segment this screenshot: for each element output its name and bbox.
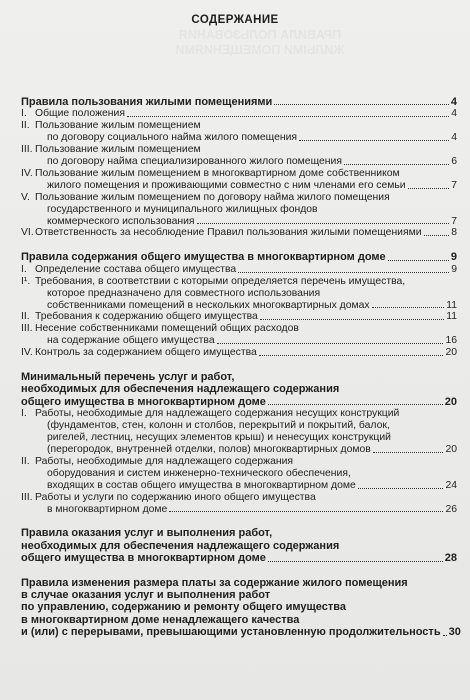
section-title-line xyxy=(21,577,457,589)
section-page-number: 9 xyxy=(450,251,457,264)
leader-dots xyxy=(197,222,450,224)
section-title-text: Минимальный перечень услуг и работ, xyxy=(21,371,235,384)
entry-body xyxy=(35,108,457,120)
entry-line xyxy=(35,456,457,468)
page-title: СОДЕРЖАНИЕ xyxy=(191,14,279,26)
entry-line xyxy=(35,227,457,239)
entry-text: которое предназначено для совместного использования xyxy=(47,287,321,299)
leader-dots xyxy=(127,115,449,117)
entry-body xyxy=(35,347,457,359)
toc-entry[interactable] xyxy=(21,120,457,144)
toc-entry[interactable] xyxy=(21,347,457,359)
section-title-line xyxy=(21,96,457,108)
entry-number: I. xyxy=(21,263,27,275)
toc-entry[interactable] xyxy=(21,408,457,456)
entry-text: Несение собственниками помещений общих расходов xyxy=(35,323,299,335)
entry-page-number: 20 xyxy=(445,443,457,455)
section-page-number: 4 xyxy=(450,96,457,108)
leader-dots xyxy=(169,510,443,512)
entry-line xyxy=(35,347,457,359)
entry-text: Пользование жилым помещением в многоквартирном доме собственником xyxy=(35,167,400,179)
leader-dots xyxy=(372,306,445,308)
toc-entry[interactable] xyxy=(21,144,457,168)
entry-text: коммерческого использования xyxy=(47,215,195,227)
entry-head xyxy=(21,323,457,347)
entry-page-number: 16 xyxy=(445,335,457,347)
watermark-line xyxy=(120,28,400,43)
leader-dots xyxy=(388,259,449,261)
toc-entry[interactable] xyxy=(21,276,457,312)
entry-line xyxy=(35,288,457,300)
entry-text: государственного и муниципального жилищных фондов xyxy=(47,203,318,215)
leader-dots xyxy=(373,451,444,453)
entry-page-number: 11 xyxy=(446,299,457,311)
entry-text: Общие положения xyxy=(35,108,125,120)
section-title[interactable] xyxy=(21,576,461,639)
leader-dots xyxy=(358,487,444,489)
toc-section xyxy=(21,371,457,515)
entry-page-number: 26 xyxy=(445,503,457,515)
entry-line xyxy=(35,168,457,180)
toc-section xyxy=(21,96,457,239)
entry-head xyxy=(21,227,457,239)
entry-page-number: 20 xyxy=(445,347,457,359)
entry-text: Работы и услуги по содержанию иного общего имущества xyxy=(35,491,316,503)
leader-dots xyxy=(217,342,444,344)
entry-head xyxy=(21,168,457,192)
entry-text: Работы, необходимые для надлежащего содержания xyxy=(35,455,294,467)
section-title-text: Правила содержания общего имущества в многоквартирном доме xyxy=(21,251,386,264)
entry-text: Определение состава общего имущества xyxy=(35,263,237,275)
entry-line xyxy=(35,144,457,156)
entry-text: жилого помещения и проживающими совместно с ним членами его семьи xyxy=(47,179,406,191)
entry-text: Пользование жилым помещением xyxy=(35,120,201,132)
entry-text: по договору социального найма жилого помещения xyxy=(47,132,298,144)
leader-dots xyxy=(268,403,443,405)
toc-entry[interactable] xyxy=(21,311,457,323)
section-title-text: Правила оказания услуг и выполнения работ, xyxy=(21,527,273,540)
section-title-line xyxy=(21,552,457,564)
entry-line xyxy=(35,180,457,192)
toc-entry[interactable] xyxy=(21,227,457,239)
entry-page-number: 7 xyxy=(451,179,457,191)
entry-head xyxy=(21,192,457,228)
section-title-line xyxy=(21,383,457,395)
entry-text: оборудования и систем инженерно-технического обеспечения, xyxy=(47,467,351,479)
entry-page-number: 4 xyxy=(451,132,457,144)
entry-line xyxy=(35,216,457,228)
entry-number: V. xyxy=(21,191,30,203)
entry-body xyxy=(35,192,457,228)
leader-dots xyxy=(260,318,444,320)
leader-dots xyxy=(268,560,443,562)
entry-line xyxy=(35,468,457,480)
entry-body xyxy=(35,168,457,192)
toc-section xyxy=(21,251,457,359)
leader-dots xyxy=(408,187,450,189)
toc-entry[interactable] xyxy=(21,323,457,347)
entry-page-number: 6 xyxy=(451,156,457,168)
entry-head xyxy=(21,108,457,120)
entry-body xyxy=(35,492,457,516)
entry-number: III. xyxy=(21,491,33,503)
entry-body xyxy=(35,408,457,456)
entry-line xyxy=(35,300,457,312)
toc-section xyxy=(21,576,461,639)
entry-line xyxy=(35,120,457,132)
toc-entry[interactable] xyxy=(21,492,457,516)
entry-text: Работы, необходимые для надлежащего содержания несущих конструкций xyxy=(35,408,400,420)
entry-head xyxy=(21,144,457,168)
entry-page-number: 24 xyxy=(445,479,457,491)
entry-number: II. xyxy=(21,120,30,132)
section-title-text: Правила изменения размера платы за содержание жилого помещения xyxy=(21,576,408,589)
entry-text: Требования, в соответствии с которыми определяется перечень имущества, xyxy=(35,275,406,287)
section-title-text: по управлению, содержанию и ремонту общего имущества xyxy=(21,601,346,614)
entry-body xyxy=(35,120,457,144)
entry-number: I¹. xyxy=(21,275,31,287)
entry-page-number: 7 xyxy=(451,215,457,227)
entry-head xyxy=(21,492,457,516)
entry-text: (фундаментов, стен, колонн и столбов, перекрытий и покрытий, балок, xyxy=(47,420,390,432)
entry-line xyxy=(35,408,457,420)
entry-head xyxy=(21,408,457,456)
section-title-line xyxy=(21,396,457,408)
entry-body xyxy=(35,227,457,239)
entry-number: II. xyxy=(21,311,30,323)
entry-body xyxy=(35,311,457,323)
entry-page-number: 4 xyxy=(451,108,457,120)
entry-text: Требования к содержанию общего имущества xyxy=(35,311,258,323)
entry-text: Пользование жилым помещением по договору найма жилого помещения xyxy=(35,191,390,203)
entry-text: в многоквартирном доме xyxy=(47,503,168,515)
entry-page-number: 9 xyxy=(451,263,457,275)
leader-dots xyxy=(443,634,447,636)
entry-text: Контроль за содержанием общего имущества xyxy=(35,347,257,359)
section-title-line xyxy=(21,626,461,639)
entry-line xyxy=(35,192,457,204)
toc-entry[interactable] xyxy=(21,264,457,276)
section-title-line xyxy=(21,614,457,626)
toc-section xyxy=(21,527,457,564)
section-title-text: Правила пользования жилыми помещениями xyxy=(21,96,273,108)
show-through-watermark xyxy=(120,28,400,58)
section-title-text: необходимых для обеспечения надлежащего содержания xyxy=(21,539,340,552)
entry-text: входящих в состав общего имущества в многоквартирном доме xyxy=(47,479,356,491)
entry-page-number: 8 xyxy=(451,227,457,239)
entry-line xyxy=(35,276,457,288)
entry-line xyxy=(35,504,457,516)
entry-text: по договору найма специализированного жилого помещения xyxy=(47,156,342,168)
section-title[interactable] xyxy=(21,371,457,408)
entry-line xyxy=(35,264,457,276)
section-page-number: 20 xyxy=(444,395,457,408)
leader-dots xyxy=(299,139,449,141)
toc-entry[interactable] xyxy=(21,192,457,228)
entry-body xyxy=(35,456,457,492)
leader-dots xyxy=(238,271,449,273)
leader-dots xyxy=(259,354,444,356)
section-title[interactable] xyxy=(21,96,457,108)
toc-entry[interactable] xyxy=(21,168,457,192)
entry-text: на содержание общего имущества xyxy=(47,335,215,347)
entry-number: IV. xyxy=(21,167,33,179)
entry-text: ригелей, лестниц, несущих элементов крыш) и ненесущих конструкций xyxy=(47,432,391,444)
entry-number: IV. xyxy=(21,347,33,359)
entry-head xyxy=(21,276,457,312)
entry-line xyxy=(35,156,457,168)
entry-number: I. xyxy=(21,108,27,120)
section-title-line xyxy=(21,540,457,552)
entry-head xyxy=(21,456,457,492)
entry-body xyxy=(35,264,457,276)
entry-page-number: 11 xyxy=(446,311,457,323)
entry-text: Ответственность за несоблюдение Правил пользования жилыми помещениями xyxy=(35,227,422,239)
section-page-number: 30 xyxy=(448,626,461,639)
section-title-line xyxy=(21,601,457,613)
entry-number: I. xyxy=(21,408,27,420)
entry-line xyxy=(35,420,457,432)
section-title-line xyxy=(21,371,457,383)
section-page-number: 28 xyxy=(444,552,457,565)
entry-text: Пользование жилым помещением xyxy=(35,144,201,156)
section-title[interactable] xyxy=(21,527,457,564)
entry-line xyxy=(35,311,457,323)
entry-line xyxy=(35,432,457,444)
section-title-text: в случае оказания услуг и выполнения работ xyxy=(21,589,271,602)
entry-line xyxy=(35,108,457,120)
section-title-line xyxy=(21,527,457,539)
entry-head xyxy=(21,120,457,144)
section-title-text: общего имущества в многоквартирном доме xyxy=(21,395,266,408)
section-title-text: общего имущества в многоквартирном доме xyxy=(21,552,266,565)
section-title[interactable] xyxy=(21,251,457,263)
entry-head xyxy=(21,311,457,323)
entry-text: собственниками помещений в нескольких многоквартирных домах xyxy=(47,299,370,311)
entry-line xyxy=(35,204,457,216)
entry-body xyxy=(35,276,457,312)
section-title-text: в многоквартирном доме ненадлежащего качества xyxy=(21,613,300,626)
watermark-line xyxy=(120,43,400,58)
entry-number: III. xyxy=(21,323,33,335)
section-title-line xyxy=(21,251,457,263)
entry-head xyxy=(21,264,457,276)
table-of-contents xyxy=(21,96,461,639)
entry-line xyxy=(35,444,457,456)
leader-dots xyxy=(424,234,450,236)
entry-head xyxy=(21,347,457,359)
toc-entry[interactable] xyxy=(21,456,457,492)
leader-dots xyxy=(344,163,449,165)
leader-dots xyxy=(274,103,449,105)
entry-line xyxy=(35,492,457,504)
toc-entry[interactable] xyxy=(21,108,457,120)
entry-line xyxy=(35,323,457,335)
entry-line xyxy=(35,480,457,492)
section-title-text: и (или) с перерывами, превышающими установленную продолжительность xyxy=(21,626,441,639)
entry-number: II. xyxy=(21,455,30,467)
entry-body xyxy=(35,323,457,347)
section-title-line xyxy=(21,589,457,601)
entry-line xyxy=(35,132,457,144)
entry-number: VI. xyxy=(21,227,34,239)
section-title-text: необходимых для обеспечения надлежащего содержания xyxy=(21,383,340,396)
entry-text: (перегородок, внутренней отделки, полов) многоквартирных домов xyxy=(47,443,371,455)
entry-number: III. xyxy=(21,144,33,156)
entry-line xyxy=(35,335,457,347)
entry-body xyxy=(35,144,457,168)
